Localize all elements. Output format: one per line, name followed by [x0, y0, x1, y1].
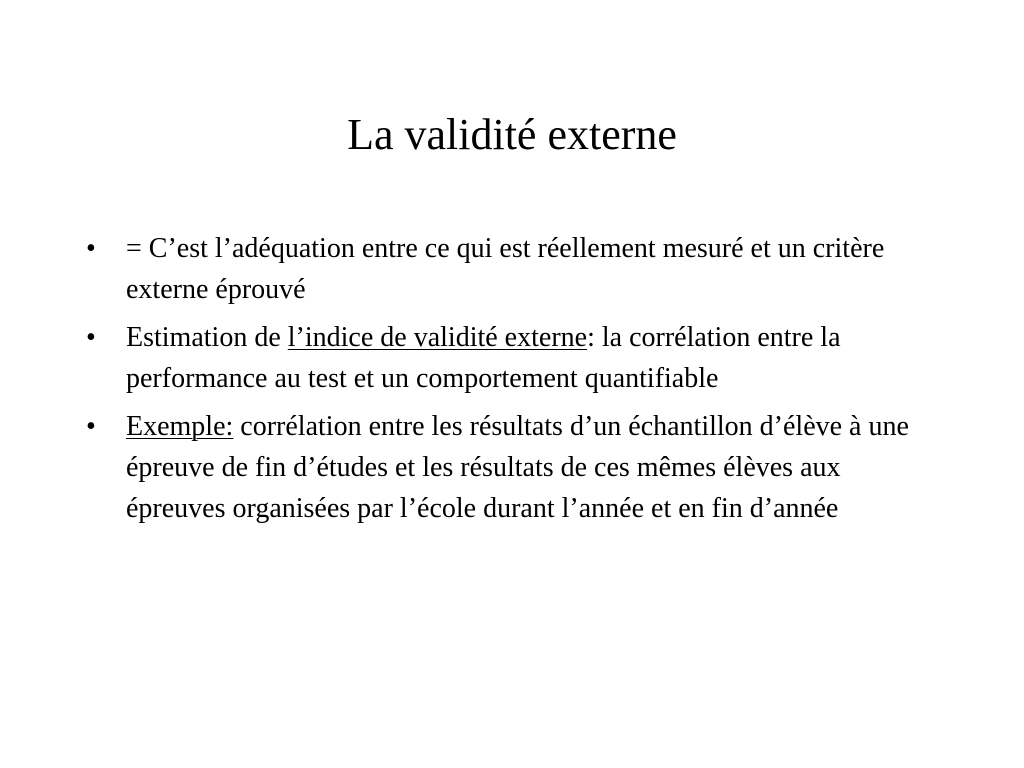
bullet-text: = C’est l’adéquation entre ce qui est réellement mesuré et un critère externe éprouvé [126, 233, 885, 305]
bullet-item-estimation [86, 317, 946, 399]
bullet-item-definition [86, 228, 946, 310]
bullet-icon: • [86, 322, 96, 353]
bullet-text-suffix: : la corrélation entre la performance au test et un comportement quantifiable [126, 322, 841, 394]
slide-title: La validité externe [347, 110, 677, 159]
bullet-item-example [86, 406, 946, 529]
bullet-text-suffix: corrélation entre les résultats d’un échantillon d’élève à une épreuve de fin d’études et les résultats de ces mêmes élèves aux épreuves organisées par l’école durant l’année et en fin d’année [126, 411, 909, 524]
bullet-text-prefix: Estimation de [126, 322, 288, 353]
bullet-list [86, 228, 946, 536]
underlined-term: l’indice de validité externe [287, 322, 588, 353]
bullet-icon: • [86, 233, 96, 264]
underlined-term: Exemple: [126, 411, 234, 442]
bullet-icon: • [86, 411, 96, 442]
